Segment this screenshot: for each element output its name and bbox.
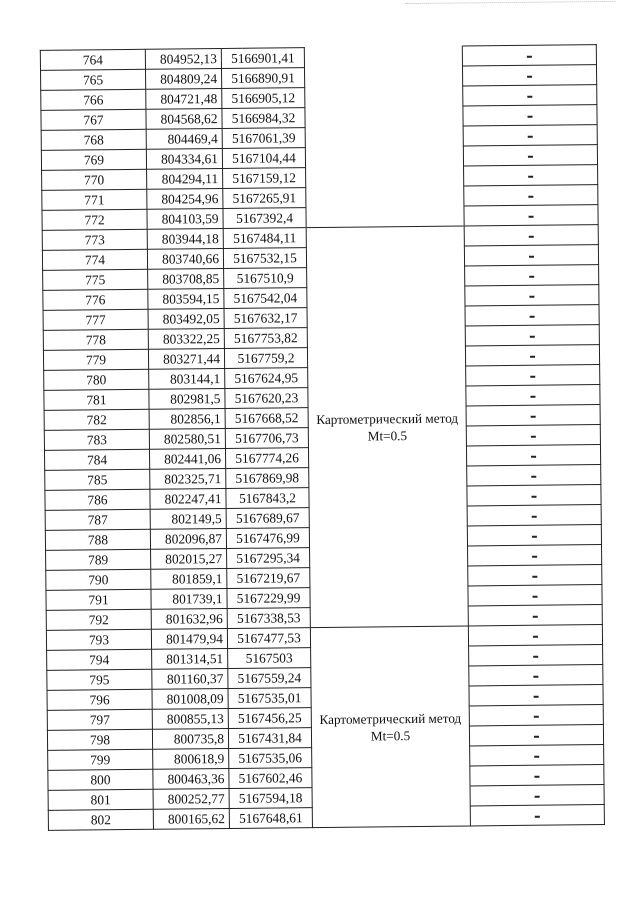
y-coordinate-cell: 5167535,01 xyxy=(228,688,311,709)
point-number-cell: 783 xyxy=(44,429,149,450)
x-coordinate-cell: 802856,1 xyxy=(149,408,225,429)
y-coordinate-cell: 5167431,84 xyxy=(228,728,311,749)
accuracy-dash xyxy=(534,716,539,717)
scan-edge-marks xyxy=(405,1,615,6)
point-number-cell: 792 xyxy=(46,609,151,630)
y-coordinate-cell: 5167295,34 xyxy=(227,548,310,569)
y-coordinate-cell: 5167229,99 xyxy=(227,588,310,609)
x-coordinate-cell: 802247,41 xyxy=(150,488,226,509)
x-coordinate-cell: 801739,1 xyxy=(151,588,227,609)
x-coordinate-cell: 803322,25 xyxy=(148,328,224,349)
accuracy-cell xyxy=(468,565,602,586)
x-coordinate-cell: 801008,09 xyxy=(152,688,228,709)
accuracy-cell xyxy=(468,585,602,606)
point-number-cell: 772 xyxy=(42,209,147,230)
x-coordinate-cell: 800463,36 xyxy=(153,768,229,789)
method-cell xyxy=(304,46,464,228)
point-number-cell: 788 xyxy=(45,529,150,550)
y-coordinate-cell: 5167706,73 xyxy=(225,428,308,449)
point-number-cell: 764 xyxy=(40,49,145,70)
accuracy-dash xyxy=(529,216,534,217)
point-number-cell: 769 xyxy=(41,149,146,170)
accuracy-cell xyxy=(469,665,603,686)
point-number-cell: 778 xyxy=(43,329,148,350)
method-cell: Картометрический метод Mt=0.5 xyxy=(306,226,468,628)
y-coordinate-cell: 5167648,61 xyxy=(229,808,312,829)
y-coordinate-cell: 5166890,91 xyxy=(221,68,304,89)
accuracy-dash xyxy=(528,156,533,157)
point-number-cell: 768 xyxy=(41,129,146,150)
x-coordinate-cell: 804294,11 xyxy=(147,169,223,190)
x-coordinate-cell: 801632,96 xyxy=(151,608,227,629)
point-number-cell: 784 xyxy=(44,449,149,470)
accuracy-cell xyxy=(465,345,599,366)
accuracy-cell xyxy=(466,405,600,426)
y-coordinate-cell: 5167484,11 xyxy=(223,228,306,249)
x-coordinate-cell: 804469,4 xyxy=(146,129,222,150)
accuracy-dash xyxy=(531,436,536,437)
x-coordinate-cell: 803740,66 xyxy=(147,249,223,270)
point-number-cell: 800 xyxy=(48,769,153,790)
accuracy-cell xyxy=(467,505,601,526)
y-coordinate-cell: 5166905,12 xyxy=(222,88,305,109)
accuracy-cell xyxy=(467,485,601,506)
accuracy-dash xyxy=(530,336,535,337)
accuracy-cell xyxy=(469,685,603,706)
y-coordinate-cell: 5167594,18 xyxy=(229,788,312,809)
method-cell: Картометрический метод Mt=0.5 xyxy=(310,626,470,828)
x-coordinate-cell: 800618,9 xyxy=(153,748,229,769)
accuracy-cell xyxy=(465,265,599,286)
accuracy-dash xyxy=(528,116,533,117)
accuracy-cell xyxy=(466,425,600,446)
accuracy-dash xyxy=(528,176,533,177)
point-number-cell: 802 xyxy=(48,809,153,830)
point-number-cell: 790 xyxy=(46,569,151,590)
y-coordinate-cell: 5167620,23 xyxy=(225,388,308,409)
y-coordinate-cell: 5167759,2 xyxy=(224,348,307,369)
point-number-cell: 791 xyxy=(46,589,151,610)
x-coordinate-cell: 802325,71 xyxy=(150,468,226,489)
accuracy-cell xyxy=(469,645,603,666)
coordinates-table-body xyxy=(40,45,604,831)
y-coordinate-cell: 5167602,46 xyxy=(229,768,312,789)
x-coordinate-cell: 801314,51 xyxy=(152,648,228,669)
x-coordinate-cell: 803271,44 xyxy=(148,348,224,369)
x-coordinate-cell: 803944,18 xyxy=(147,229,223,250)
accuracy-dash xyxy=(533,616,538,617)
point-number-cell: 794 xyxy=(47,649,152,670)
y-coordinate-cell: 5166901,41 xyxy=(221,48,304,69)
accuracy-cell xyxy=(467,525,601,546)
x-coordinate-cell: 800165,62 xyxy=(153,808,229,829)
accuracy-dash xyxy=(531,456,536,457)
y-coordinate-cell: 5167869,98 xyxy=(226,468,309,489)
x-coordinate-cell: 802981,5 xyxy=(149,388,225,409)
accuracy-cell xyxy=(468,605,602,626)
accuracy-cell xyxy=(462,65,596,86)
x-coordinate-cell: 802015,27 xyxy=(151,548,227,569)
accuracy-dash xyxy=(533,596,538,597)
accuracy-cell xyxy=(470,785,604,806)
accuracy-dash xyxy=(529,256,534,257)
y-coordinate-cell: 5167477,53 xyxy=(227,628,310,649)
x-coordinate-cell: 800855,13 xyxy=(152,708,228,729)
y-coordinate-cell: 5167061,39 xyxy=(222,128,305,149)
point-number-cell: 795 xyxy=(47,669,152,690)
accuracy-dash xyxy=(530,356,535,357)
x-coordinate-cell: 802149,5 xyxy=(150,508,226,529)
accuracy-cell xyxy=(468,625,602,646)
point-number-cell: 801 xyxy=(48,789,153,810)
x-coordinate-cell: 804254,96 xyxy=(147,189,223,210)
y-coordinate-cell: 5166984,32 xyxy=(222,108,305,129)
accuracy-cell xyxy=(464,185,598,206)
accuracy-cell xyxy=(463,105,597,126)
accuracy-dash xyxy=(530,396,535,397)
accuracy-dash xyxy=(535,796,540,797)
accuracy-dash xyxy=(527,76,532,77)
accuracy-dash xyxy=(530,376,535,377)
point-number-cell: 786 xyxy=(45,489,150,510)
x-coordinate-cell: 802441,06 xyxy=(149,448,225,469)
x-coordinate-cell: 802580,51 xyxy=(149,428,225,449)
y-coordinate-cell: 5167392,4 xyxy=(223,208,306,229)
point-number-cell: 773 xyxy=(42,229,147,250)
point-number-cell: 770 xyxy=(42,169,147,190)
point-number-cell: 785 xyxy=(45,469,150,490)
accuracy-dash xyxy=(533,656,538,657)
accuracy-cell xyxy=(469,705,603,726)
point-number-cell: 774 xyxy=(42,249,147,270)
x-coordinate-cell: 804568,62 xyxy=(146,109,222,130)
x-coordinate-cell: 800252,77 xyxy=(153,788,229,809)
accuracy-dash xyxy=(529,276,534,277)
y-coordinate-cell: 5167753,82 xyxy=(224,328,307,349)
accuracy-dash xyxy=(528,136,533,137)
point-number-cell: 765 xyxy=(41,69,146,90)
accuracy-cell xyxy=(463,85,597,106)
y-coordinate-cell: 5167219,67 xyxy=(227,568,310,589)
point-number-cell: 767 xyxy=(41,109,146,130)
accuracy-dash xyxy=(528,196,533,197)
x-coordinate-cell: 802096,87 xyxy=(150,528,226,549)
accuracy-cell xyxy=(469,725,603,746)
y-coordinate-cell: 5167559,24 xyxy=(228,668,311,689)
accuracy-cell xyxy=(464,205,598,226)
accuracy-dash xyxy=(530,316,535,317)
y-coordinate-cell: 5167632,17 xyxy=(224,308,307,329)
y-coordinate-cell: 5167774,26 xyxy=(225,448,308,469)
x-coordinate-cell: 801859,1 xyxy=(151,568,227,589)
point-number-cell: 779 xyxy=(43,349,148,370)
x-coordinate-cell: 803708,85 xyxy=(148,268,224,289)
x-coordinate-cell: 801479,94 xyxy=(151,628,227,649)
x-coordinate-cell: 804334,61 xyxy=(146,149,222,170)
accuracy-dash xyxy=(531,416,536,417)
y-coordinate-cell: 5167503 xyxy=(228,648,311,669)
accuracy-cell xyxy=(466,385,600,406)
point-number-cell: 771 xyxy=(42,189,147,210)
accuracy-dash xyxy=(527,56,532,57)
point-number-cell: 787 xyxy=(45,509,150,530)
x-coordinate-cell: 804103,59 xyxy=(147,209,223,230)
point-number-cell: 797 xyxy=(47,709,152,730)
accuracy-cell xyxy=(466,445,600,466)
y-coordinate-cell: 5167689,67 xyxy=(226,508,309,529)
point-number-cell: 775 xyxy=(43,269,148,290)
accuracy-dash xyxy=(532,516,537,517)
accuracy-dash xyxy=(534,776,539,777)
accuracy-dash xyxy=(531,476,536,477)
point-number-cell: 796 xyxy=(47,689,152,710)
accuracy-dash xyxy=(535,816,540,817)
point-number-cell: 777 xyxy=(43,309,148,330)
accuracy-dash xyxy=(533,636,538,637)
coordinates-table xyxy=(40,44,605,831)
accuracy-dash xyxy=(532,576,537,577)
accuracy-dash xyxy=(532,556,537,557)
y-coordinate-cell: 5167338,53 xyxy=(227,608,310,629)
accuracy-cell xyxy=(465,325,599,346)
accuracy-cell xyxy=(464,165,598,186)
y-coordinate-cell: 5167159,12 xyxy=(223,168,306,189)
y-coordinate-cell: 5167535,06 xyxy=(229,748,312,769)
accuracy-cell xyxy=(464,225,598,246)
y-coordinate-cell: 5167668,52 xyxy=(225,408,308,429)
accuracy-dash xyxy=(527,96,532,97)
x-coordinate-cell: 803594,15 xyxy=(148,288,224,309)
point-number-cell: 793 xyxy=(46,629,151,650)
accuracy-cell xyxy=(467,465,601,486)
point-number-cell: 799 xyxy=(48,749,153,770)
accuracy-dash xyxy=(531,496,536,497)
accuracy-cell xyxy=(468,545,602,566)
accuracy-dash xyxy=(534,736,539,737)
x-coordinate-cell: 803144,1 xyxy=(149,368,225,389)
y-coordinate-cell: 5167265,91 xyxy=(223,188,306,209)
point-number-cell: 776 xyxy=(43,289,148,310)
y-coordinate-cell: 5167476,99 xyxy=(226,528,309,549)
x-coordinate-cell: 804809,24 xyxy=(146,69,222,90)
y-coordinate-cell: 5167843,2 xyxy=(226,488,309,509)
y-coordinate-cell: 5167456,25 xyxy=(228,708,311,729)
accuracy-cell xyxy=(462,45,596,66)
point-number-cell: 781 xyxy=(44,389,149,410)
accuracy-cell xyxy=(470,765,604,786)
accuracy-dash xyxy=(533,676,538,677)
accuracy-dash xyxy=(534,696,539,697)
accuracy-cell xyxy=(466,365,600,386)
y-coordinate-cell: 5167510,9 xyxy=(224,268,307,289)
y-coordinate-cell: 5167624,95 xyxy=(225,368,308,389)
accuracy-dash xyxy=(534,756,539,757)
point-number-cell: 780 xyxy=(44,369,149,390)
accuracy-dash xyxy=(532,536,537,537)
x-coordinate-cell: 804721,48 xyxy=(146,89,222,110)
point-number-cell: 766 xyxy=(41,89,146,110)
y-coordinate-cell: 5167542,04 xyxy=(224,288,307,309)
accuracy-cell xyxy=(470,805,604,826)
point-number-cell: 782 xyxy=(44,409,149,430)
x-coordinate-cell: 801160,37 xyxy=(152,668,228,689)
y-coordinate-cell: 5167532,15 xyxy=(223,248,306,269)
accuracy-dash xyxy=(529,236,534,237)
accuracy-cell xyxy=(463,125,597,146)
x-coordinate-cell: 803492,05 xyxy=(148,308,224,329)
y-coordinate-cell: 5167104,44 xyxy=(222,148,305,169)
accuracy-cell xyxy=(463,145,597,166)
accuracy-cell xyxy=(464,245,598,266)
accuracy-cell xyxy=(465,305,599,326)
accuracy-cell xyxy=(470,745,604,766)
accuracy-cell xyxy=(465,285,599,306)
point-number-cell: 798 xyxy=(47,729,152,750)
x-coordinate-cell: 804952,13 xyxy=(145,49,221,70)
x-coordinate-cell: 800735,8 xyxy=(152,728,228,749)
point-number-cell: 789 xyxy=(46,549,151,570)
accuracy-dash xyxy=(529,296,534,297)
